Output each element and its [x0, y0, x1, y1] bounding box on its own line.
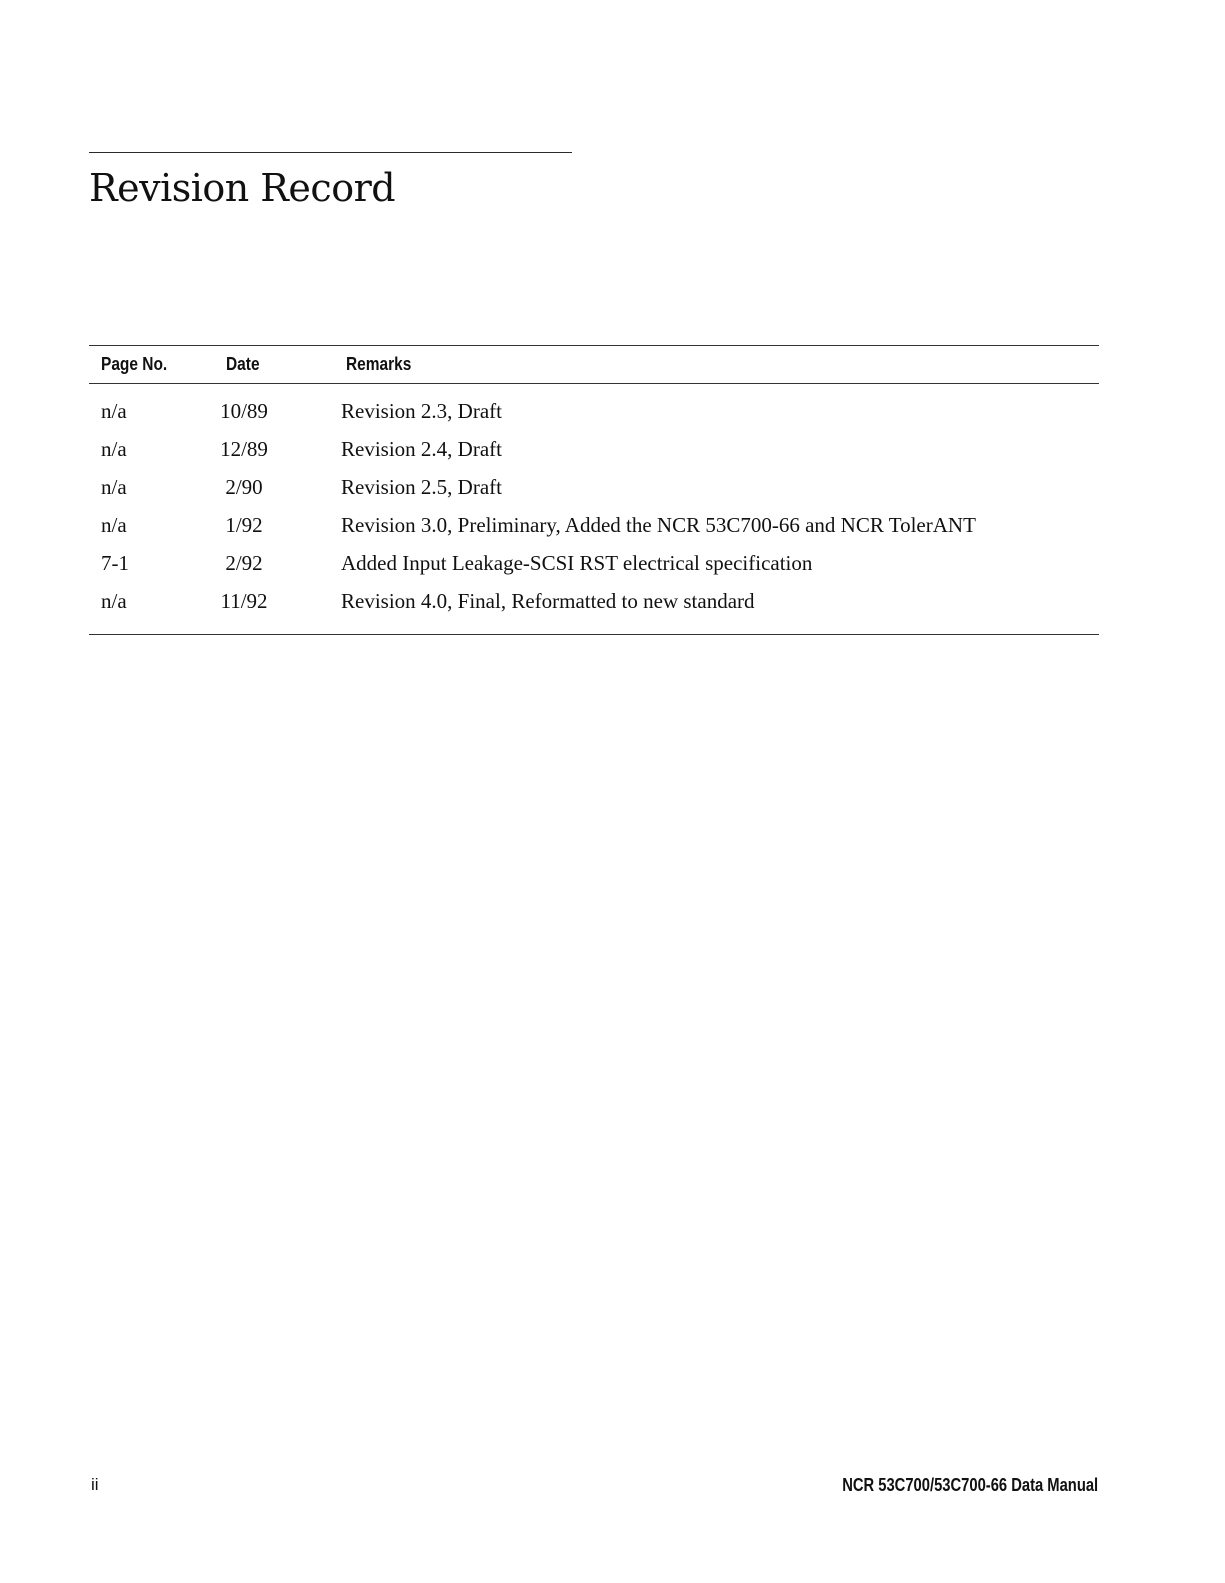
- remarks-cell: Revision 3.0, Preliminary, Added the NCR 53C700-66 and NCR TolerANT: [341, 513, 976, 537]
- remarks-cell: Revision 4.0, Final, Reformatted to new standard: [341, 589, 755, 613]
- remarks-cell: Revision 2.5, Draft: [341, 475, 502, 499]
- page-no-cell: n/a: [101, 589, 127, 613]
- date-cell: 12/89: [220, 437, 268, 461]
- date-cell: 10/89: [220, 399, 268, 423]
- table-row: [0, 473, 1225, 511]
- table-row: [0, 397, 1225, 435]
- footer-manual-title: NCR 53C700/53C700-66 Data Manual: [842, 1475, 1098, 1495]
- footer-page-number: ii: [91, 1475, 99, 1494]
- page-no-cell: n/a: [101, 437, 127, 461]
- table-row: [0, 549, 1225, 587]
- page-no-cell: n/a: [101, 513, 127, 537]
- date-cell: 11/92: [220, 589, 268, 613]
- column-header-remarks: Remarks: [346, 354, 412, 374]
- page-no-cell: 7-1: [101, 551, 129, 575]
- date-cell: 1/92: [225, 513, 263, 537]
- remarks-cell: Revision 2.3, Draft: [341, 399, 502, 423]
- title-rule: [89, 152, 572, 153]
- column-header-date: Date: [226, 354, 260, 374]
- page-no-cell: n/a: [101, 475, 127, 499]
- date-cell: 2/92: [225, 551, 263, 575]
- table-bottom-rule: [89, 634, 1099, 635]
- table-row: [0, 435, 1225, 473]
- page-no-cell: n/a: [101, 399, 127, 423]
- table-top-rule: [89, 345, 1099, 346]
- date-cell: 2/90: [225, 475, 263, 499]
- column-header-page-no: Page No.: [101, 354, 168, 374]
- table-row: [0, 587, 1225, 625]
- page-title: Revision Record: [89, 166, 396, 210]
- remarks-cell: Revision 2.4, Draft: [341, 437, 502, 461]
- revision-table-body: [0, 397, 1225, 625]
- table-header-rule: [89, 383, 1099, 384]
- remarks-cell: Added Input Leakage-SCSI RST electrical specification: [341, 551, 813, 575]
- table-row: [0, 511, 1225, 549]
